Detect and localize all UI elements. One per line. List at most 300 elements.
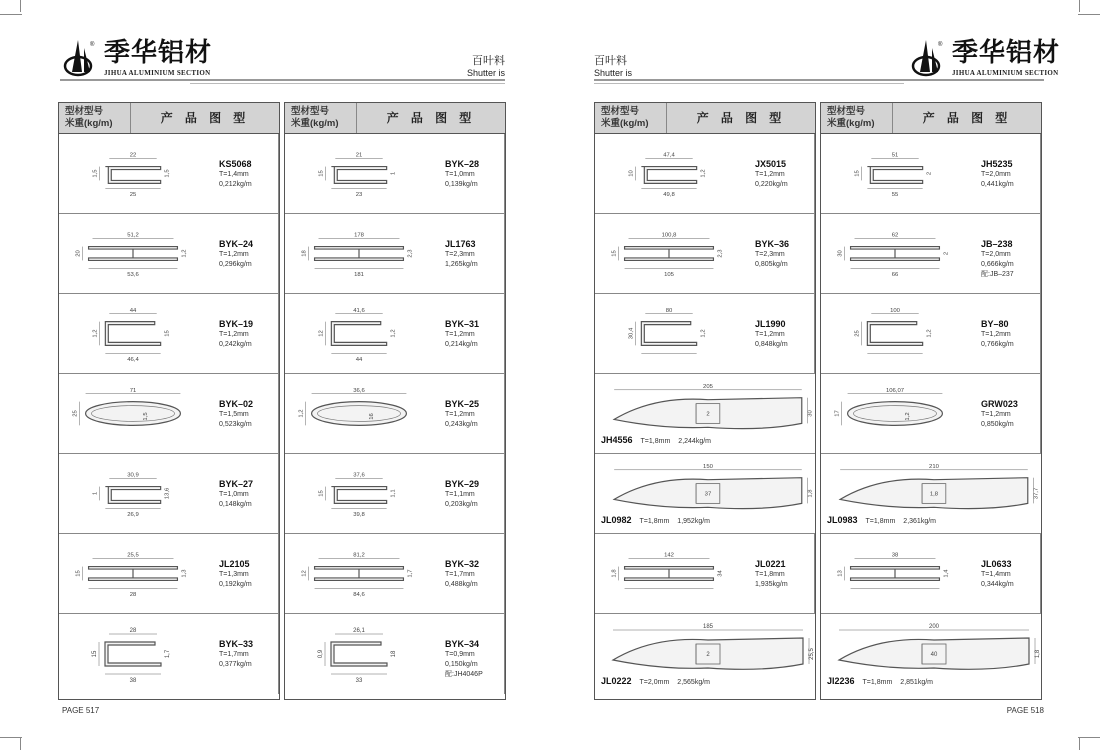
profile-table (284, 102, 506, 700)
profile-drawing (595, 134, 743, 213)
dimension-label: 15 (318, 170, 325, 177)
brand-name-cn: 季华铝材 (104, 38, 213, 68)
dimension-label: 18 (391, 650, 397, 658)
profile-figure (59, 294, 207, 373)
profile-figure (595, 294, 743, 373)
profile-drawing (285, 374, 433, 453)
profile-thickness: T=1,8mm (862, 679, 893, 686)
dimension-label: 1,8 (807, 489, 814, 498)
profile-weight: 2,565kg/m (677, 679, 710, 686)
profile-thickness: T=2,0mm (981, 171, 1011, 178)
dimension-label: 25,5 (127, 552, 139, 559)
dimension-label: 2,3 (717, 249, 724, 258)
profile-drawing (59, 454, 207, 533)
profile-info (207, 374, 279, 453)
dimension-label: 181 (354, 272, 364, 279)
profile-code: BY–80 (981, 319, 1009, 329)
profile-weight: 2,851kg/m (900, 679, 933, 686)
dimension-label: 1,2 (181, 249, 188, 258)
profile-drawing (59, 614, 207, 694)
profile-code: JH5235 (981, 159, 1013, 169)
header-model: 型材型号 (827, 106, 866, 117)
dimension-label: 105 (664, 272, 674, 279)
table-header (821, 103, 1041, 134)
dimension-label: 1,8 (929, 491, 939, 498)
dimension-label: 1,4 (943, 569, 950, 578)
profile-shape (105, 322, 160, 346)
profile-weight: 0,805kg/m (755, 261, 788, 268)
dimension-label: 150 (703, 463, 713, 470)
header-weight: 米重(kg/m) (601, 118, 649, 129)
dimension-label: 28 (129, 628, 137, 634)
row-list (821, 134, 1041, 694)
section-title (594, 52, 632, 78)
dimension-label: 1,2 (904, 412, 911, 421)
profile-info (207, 294, 279, 373)
profile-thickness: T=1,7mm (219, 651, 249, 658)
profile-drawing (59, 374, 207, 453)
dimension-label: 178 (354, 232, 364, 239)
profile-thickness: T=2,3mm (755, 251, 785, 258)
profile-figure (821, 134, 969, 213)
dimension-label: 1,8 (611, 569, 618, 578)
dimension-label: 205 (703, 383, 713, 390)
profile-info (207, 614, 279, 694)
dimension-label: 15 (164, 330, 171, 337)
profile-drawing (821, 294, 969, 373)
row-list (285, 134, 505, 694)
header-model: 型材型号 (65, 106, 104, 117)
header-model: 型材型号 (601, 106, 640, 117)
profile-info (207, 534, 279, 613)
profile-drawing (59, 534, 207, 613)
profile-drawing (821, 534, 969, 613)
dimension-label: 1 (390, 171, 397, 176)
profile-thickness: T=1,2mm (755, 331, 785, 338)
profile-figure (285, 134, 433, 213)
svg-text:®: ® (90, 42, 95, 48)
page-number: PAGE 517 (62, 706, 100, 715)
profile-weight: 1,265kg/m (445, 261, 478, 268)
header-figure: 产 品 图 型 (160, 111, 250, 125)
profile-weight: 0,488kg/m (445, 581, 478, 588)
profile-figure (59, 214, 207, 293)
profile-figure (59, 614, 207, 694)
profile-info (743, 534, 815, 613)
dimension-label: 44 (129, 307, 137, 314)
profile-thickness: T=1,2mm (981, 331, 1011, 338)
dimension-label: 1,7 (165, 649, 171, 659)
dimension-label: 66 (891, 272, 899, 279)
profile-thickness: T=1,0mm (219, 491, 249, 498)
dimension-label: 44 (355, 357, 363, 364)
profile-shape (331, 322, 386, 346)
profile-row (59, 294, 279, 374)
profile-row (595, 614, 815, 694)
profile-thickness: T=2,0mm (639, 679, 670, 686)
profile-figure (285, 614, 433, 694)
profile-row (285, 134, 505, 214)
row-list (59, 134, 279, 694)
profile-shape (312, 402, 407, 426)
dimension-label: 80 (665, 307, 673, 314)
profile-row (59, 534, 279, 614)
profile-shape (641, 167, 696, 184)
section-title-cn: 百叶料 (472, 54, 505, 67)
profile-shape (867, 167, 922, 184)
brand-name-en: JIHUA ALUMINIUM SECTION (952, 69, 1059, 77)
profile-thickness: T=0,9mm (445, 651, 475, 658)
brand-logo (60, 38, 212, 78)
dimension-label: 15 (92, 650, 98, 658)
logo-icon (60, 38, 100, 78)
dimension-label: 51 (891, 152, 899, 159)
profile-figure (59, 454, 207, 533)
profile-row (285, 534, 505, 614)
page-number: PAGE 518 (1006, 706, 1044, 715)
profile-weight: 0,344kg/m (981, 581, 1014, 588)
profile-code: BYK–32 (445, 559, 480, 569)
table-header (595, 103, 815, 134)
header-figure: 产 品 图 型 (922, 111, 1012, 125)
profile-code: JL0221 (755, 559, 786, 569)
dimension-label: 46,4 (127, 357, 139, 364)
dimension-label: 20 (75, 250, 82, 257)
dimension-label: 84,6 (353, 592, 365, 599)
profile-drawing (595, 294, 743, 373)
profile-figure (285, 214, 433, 293)
profile-weight: 0,148kg/m (219, 501, 252, 508)
brand-name-cn: 季华铝材 (952, 38, 1061, 68)
profile-info (827, 675, 933, 688)
profile-info (969, 294, 1041, 373)
dimension-label: 0,9 (318, 649, 324, 659)
dimension-label: 2,3 (407, 249, 414, 258)
profile-code: BYK–34 (445, 639, 480, 649)
header-weight: 米重(kg/m) (827, 118, 875, 129)
dimension-label: 1,2 (700, 329, 707, 338)
dimension-label: 16 (368, 413, 375, 420)
profile-figure (821, 534, 969, 613)
profile-thickness: T=1,3mm (219, 571, 249, 578)
profile-shape (331, 642, 387, 666)
profile-code: JL1763 (445, 239, 476, 249)
profile-drawing (285, 294, 433, 373)
dimension-label: 26,9 (127, 512, 139, 519)
profile-info (969, 534, 1041, 613)
profile-thickness: T=1,4mm (981, 571, 1011, 578)
profile-thickness: T=1,2mm (219, 331, 249, 338)
profile-drawing (285, 214, 433, 293)
profile-drawing (821, 374, 969, 453)
profile-code: JL0982 (601, 515, 632, 525)
profile-info (969, 134, 1041, 213)
profile-weight: 0,192kg/m (219, 581, 252, 588)
dimension-label: 12 (318, 330, 325, 337)
profile-figure (821, 374, 969, 453)
profile-row (821, 374, 1041, 454)
profile-weight: 0,139kg/m (445, 181, 478, 188)
profile-weight: 0,243kg/m (445, 421, 478, 428)
profile-info (433, 374, 505, 453)
profile-code: JX5015 (755, 159, 787, 169)
profile-code: JL2105 (219, 559, 250, 569)
profile-shape (641, 322, 696, 346)
dimension-label: 34 (717, 570, 724, 577)
dimension-label: 51,2 (127, 232, 139, 239)
dimension-label: 1,5 (92, 169, 99, 178)
profile-row (285, 214, 505, 294)
profile-row (821, 614, 1041, 694)
dimension-label: 13,6 (164, 487, 171, 500)
dimension-label: 18 (301, 250, 308, 257)
profile-info (601, 434, 711, 447)
profile-info (969, 214, 1041, 293)
dimension-label: 2 (706, 652, 710, 658)
profile-code: BYK–33 (219, 639, 254, 649)
profile-weight: 2,244kg/m (678, 438, 711, 445)
profile-shape (848, 402, 943, 426)
brand-name-en: JIHUA ALUMINIUM SECTION (104, 69, 211, 77)
profile-code: BYK–29 (445, 479, 480, 489)
profile-figure (595, 214, 743, 293)
profile-drawing (285, 454, 433, 533)
dimension-label: 1,5 (142, 412, 149, 421)
dimension-label: 28 (129, 592, 137, 599)
profile-shape (86, 402, 181, 426)
right-page (550, 0, 1100, 750)
profile-thickness: T=2,0mm (981, 251, 1011, 258)
profile-code: BYK–27 (219, 479, 254, 489)
profile-row (595, 214, 815, 294)
profile-figure (285, 454, 433, 533)
profile-thickness: T=1,2mm (445, 411, 475, 418)
dimension-label: 38 (129, 678, 137, 684)
profile-weight: 0,766kg/m (981, 341, 1014, 348)
profile-info (207, 454, 279, 533)
profile-code: BYK–36 (755, 239, 790, 249)
dimension-label: 41,6 (353, 307, 365, 314)
row-list (595, 134, 815, 694)
profile-info (601, 675, 710, 688)
dimension-label: 100,8 (661, 232, 677, 239)
dimension-label: 23 (355, 192, 363, 199)
profile-drawing (285, 614, 433, 694)
dimension-label: 15 (854, 170, 861, 177)
profile-weight: 0,203kg/m (445, 501, 478, 508)
dimension-label: 1,2 (926, 329, 933, 338)
dimension-label: 1,1 (390, 489, 397, 498)
profile-code: KS5068 (219, 159, 252, 169)
profile-code: BYK–31 (445, 319, 480, 329)
dimension-label: 210 (929, 463, 939, 470)
profile-drawing (821, 214, 969, 293)
profile-thickness: T=1,1mm (445, 491, 475, 498)
dimension-label: 2 (943, 251, 950, 256)
profile-weight: 0,377kg/m (219, 661, 252, 668)
profile-code: BYK–02 (219, 399, 254, 409)
dimension-label: 21 (355, 152, 363, 159)
profile-figure (285, 534, 433, 613)
dimension-label: 1 (92, 491, 99, 496)
dimension-label: 1,2 (390, 329, 397, 338)
dimension-label: 71 (129, 387, 137, 394)
profile-row (59, 374, 279, 454)
header-weight: 米重(kg/m) (291, 118, 339, 129)
profile-row (821, 134, 1041, 214)
profile-weight: 1,952kg/m (677, 518, 710, 525)
dimension-label: 100 (890, 307, 900, 314)
dimension-label: 2 (926, 171, 933, 176)
profile-code: JL0222 (601, 676, 632, 686)
profile-info (207, 214, 279, 293)
profile-code: BYK–25 (445, 399, 480, 409)
profile-code: BYK–28 (445, 159, 480, 169)
dimension-label: 1,2 (700, 169, 707, 178)
header-rule (60, 79, 505, 81)
dimension-label: 106,07 (885, 387, 905, 394)
dimension-label: 47,4 (663, 152, 675, 159)
svg-text:®: ® (938, 42, 943, 48)
profile-code: BYK–24 (219, 239, 254, 249)
profile-info (743, 214, 815, 293)
profile-thickness: T=1,5mm (219, 411, 249, 418)
dimension-label: 26,1 (353, 628, 365, 634)
profile-thickness: T=1,0mm (445, 171, 475, 178)
profile-info (433, 454, 505, 533)
dimension-label: 2 (706, 411, 710, 418)
profile-row (595, 134, 815, 214)
dimension-label: 13 (837, 570, 844, 577)
dimension-label: 30,9 (127, 472, 139, 479)
dimension-label: 81,2 (353, 552, 365, 559)
profile-thickness: T=1,8mm (639, 518, 670, 525)
profile-thickness: T=1,4mm (219, 171, 249, 178)
profile-thickness: T=1,2mm (755, 171, 785, 178)
profile-row (285, 454, 505, 534)
profile-figure (595, 134, 743, 213)
logo-icon (908, 38, 948, 78)
dimension-label: 39,8 (353, 512, 365, 519)
dimension-label: 49,8 (663, 192, 675, 199)
section-title-en: Shutter is (466, 68, 505, 78)
dimension-label: 15 (75, 570, 82, 577)
profile-shape (867, 322, 922, 346)
profile-figure (285, 374, 433, 453)
section-title-en: Shutter is (594, 68, 633, 78)
profile-code: JI2236 (827, 676, 855, 686)
profile-row (59, 214, 279, 294)
profile-row (821, 534, 1041, 614)
profile-shape (331, 167, 386, 184)
dimension-label: 38 (891, 552, 899, 559)
profile-code: JL1990 (755, 319, 786, 329)
profile-drawing (59, 134, 207, 213)
dimension-label: 40 (930, 652, 938, 658)
profile-code: JL0983 (827, 515, 858, 525)
profile-thickness: T=1,2mm (981, 411, 1011, 418)
dimension-label: 25 (854, 330, 861, 337)
profile-weight: 0,848kg/m (755, 341, 788, 348)
profile-row (595, 534, 815, 614)
profile-figure (59, 374, 207, 453)
profile-thickness: T=2,3mm (445, 251, 475, 258)
profile-info (743, 294, 815, 373)
dimension-label: 15 (318, 490, 325, 497)
profile-weight: 2,361kg/m (903, 518, 936, 525)
profile-info (433, 534, 505, 613)
dimension-label: 25 (129, 192, 137, 199)
profile-table (594, 102, 816, 700)
profile-row (285, 614, 505, 694)
profile-figure (285, 294, 433, 373)
dimension-label: 33 (355, 678, 363, 684)
section-title-cn: 百叶料 (594, 54, 627, 67)
profile-table (820, 102, 1042, 700)
dimension-label: 25,5 (809, 648, 815, 660)
profile-weight: 0,212kg/m (219, 181, 252, 188)
profile-note: 配:JB–237 (981, 271, 1014, 278)
dimension-label: 55 (891, 192, 899, 199)
profile-thickness: T=1,8mm (755, 571, 785, 578)
profile-code: JL0633 (981, 559, 1012, 569)
dimension-label: 62 (891, 232, 899, 239)
profile-info (433, 214, 505, 293)
profile-thickness: T=1,7mm (445, 571, 475, 578)
profile-weight: 0,666kg/m (981, 261, 1014, 268)
profile-shape (105, 487, 160, 504)
dimension-label: 185 (702, 624, 714, 630)
profile-shape (331, 487, 386, 504)
section-title (467, 52, 505, 78)
dimension-label: 36,6 (353, 387, 365, 394)
header-rule (594, 79, 1044, 81)
profile-weight: 1,935kg/m (755, 581, 788, 588)
profile-drawing (59, 294, 207, 373)
profile-info (601, 514, 710, 527)
profile-info (433, 614, 505, 694)
table-header (285, 103, 505, 134)
profile-drawing (59, 214, 207, 293)
profile-row (821, 214, 1041, 294)
header-figure: 产 品 图 型 (386, 111, 476, 125)
profile-figure (59, 134, 207, 213)
header-figure: 产 品 图 型 (696, 111, 786, 125)
profile-info (743, 134, 815, 213)
profile-code: JH4556 (601, 435, 633, 445)
profile-row (595, 294, 815, 374)
profile-weight: 0,850kg/m (981, 421, 1014, 428)
profile-info (827, 514, 936, 527)
profile-row (821, 454, 1041, 534)
profile-row (59, 614, 279, 694)
profile-drawing (595, 534, 743, 613)
dimension-label: 1,5 (164, 169, 171, 178)
profile-drawing (595, 214, 743, 293)
profile-row (59, 134, 279, 214)
profile-row (595, 454, 815, 534)
profile-note: 配:JH4046P (445, 671, 483, 678)
profile-code: BYK–19 (219, 319, 254, 329)
profile-code: JB–238 (981, 239, 1013, 249)
dimension-label: 1,3 (181, 569, 188, 578)
header-rule-thin (190, 83, 505, 84)
profile-drawing (285, 134, 433, 213)
profile-row (59, 454, 279, 534)
dimension-label: 30 (807, 410, 814, 417)
profile-figure (59, 534, 207, 613)
dimension-label: 53,6 (127, 272, 139, 279)
